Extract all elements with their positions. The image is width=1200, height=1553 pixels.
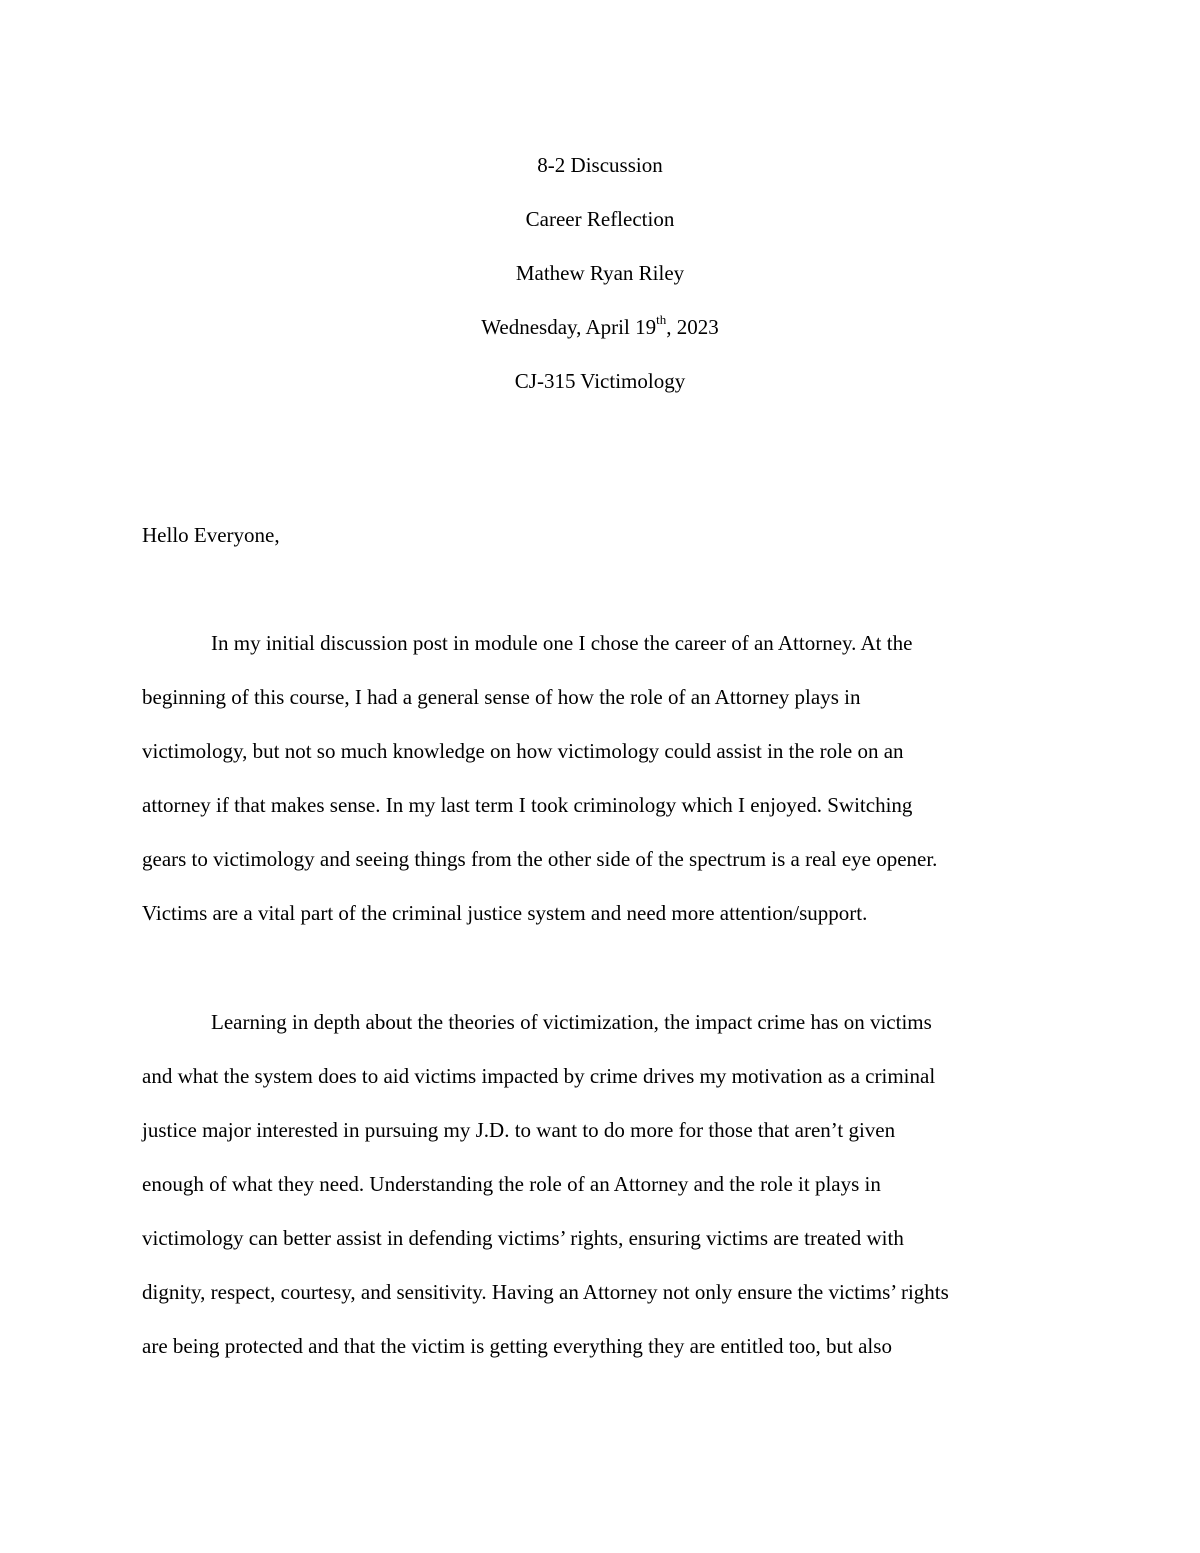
paragraph-line: gears to victimology and seeing things from the other side of the spectrum is a real eye opener. <box>142 847 938 871</box>
assignment-subtitle: Career Reflection <box>525 207 675 231</box>
paragraph-2 <box>142 995 949 1373</box>
submission-date <box>0 300 1200 354</box>
author-name: Mathew Ryan Riley <box>515 261 685 285</box>
paragraph-line: are being protected and that the victim is getting everything they are entitled too, but also <box>142 1334 892 1358</box>
paragraph-line: Learning in depth about the theories of victimization, the impact crime has on victims <box>211 1010 932 1034</box>
paragraph-line: enough of what they need. Understanding the role of an Attorney and the role it plays in <box>142 1172 881 1196</box>
paragraph-line: beginning of this course, I had a general sense of how the role of an Attorney plays in <box>142 685 861 709</box>
course-name: CJ-315 Victimology <box>514 369 686 393</box>
paragraph-line: victimology, but not so much knowledge on how victimology could assist in the role on an <box>142 739 904 763</box>
paragraph-line: In my initial discussion post in module one I chose the career of an Attorney. At the <box>211 631 913 655</box>
date-year: , 2023 <box>666 315 719 339</box>
paragraph-line: dignity, respect, courtesy, and sensitivity. Having an Attorney not only ensure the victims’ rights <box>142 1280 949 1304</box>
date-main: Wednesday, April 19 <box>481 315 657 339</box>
assignment-title: 8-2 Discussion <box>537 153 663 177</box>
title-block <box>0 138 1200 408</box>
paragraph-line: attorney if that makes sense. In my last term I took criminology which I enjoyed. Switching <box>142 793 913 817</box>
salutation: Hello Everyone, <box>142 523 280 547</box>
paragraph-line: victimology can better assist in defending victims’ rights, ensuring victims are treated with <box>142 1226 904 1250</box>
paragraph-line: justice major interested in pursuing my J.D. to want to do more for those that aren’t given <box>142 1118 896 1142</box>
paragraph-line: and what the system does to aid victims impacted by crime drives my motivation as a criminal <box>142 1064 936 1088</box>
paragraph-line: Victims are a vital part of the criminal justice system and need more attention/support. <box>142 901 868 925</box>
date-ordinal-suffix: th <box>656 312 667 327</box>
paragraph-1 <box>142 616 937 940</box>
